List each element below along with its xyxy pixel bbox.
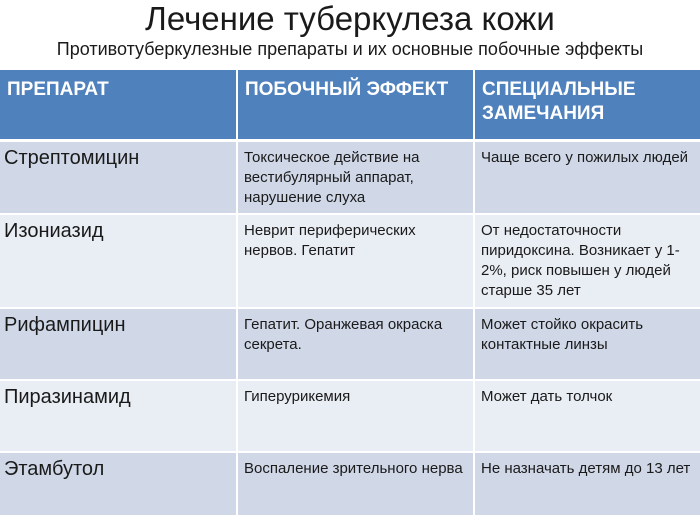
drug-name: Стрептомицин: [0, 140, 237, 214]
header-drug: ПРЕПАРАТ: [0, 70, 237, 140]
header-side-effect: ПОБОЧНЫЙ ЭФФЕКТ: [237, 70, 474, 140]
table-row: [0, 140, 700, 214]
remarks-cell: Может дать толчок: [474, 380, 700, 452]
table-header-row: [0, 70, 700, 140]
drugs-table: [0, 70, 700, 516]
page-title: Лечение туберкулеза кожи: [145, 0, 555, 37]
table-row: [0, 452, 700, 516]
remarks-cell: От недостаточности пиридоксина. Возникает у 1-2%, риск повышен у людей старше 35 лет: [474, 214, 700, 308]
side-effect-cell: Гепатит. Оранжевая окраска секрета.: [237, 308, 474, 380]
drug-name: Пиразинамид: [0, 380, 237, 452]
side-effect-cell: Неврит периферических нервов. Гепатит: [237, 214, 474, 308]
table-row: [0, 308, 700, 380]
table-row: [0, 214, 700, 308]
remarks-cell: Чаще всего у пожилых людей: [474, 140, 700, 214]
drug-name: Этамбутол: [0, 452, 237, 516]
header-remarks: СПЕЦИАЛЬНЫЕ ЗАМЕЧАНИЯ: [474, 70, 700, 140]
drug-name: Изониазид: [0, 214, 237, 308]
side-effect-cell: Воспаление зрительного нерва: [237, 452, 474, 516]
drug-name: Рифампицин: [0, 308, 237, 380]
side-effect-cell: Токсическое действие на вестибулярный аппарат, нарушение слуха: [237, 140, 474, 214]
side-effect-cell: Гиперурикемия: [237, 380, 474, 452]
page-subtitle: Противотуберкулезные препараты и их основные побочные эффекты: [56, 39, 644, 59]
table-row: [0, 380, 700, 452]
remarks-cell: Не назначать детям до 13 лет: [474, 452, 700, 516]
remarks-cell: Может стойко окрасить контактные линзы: [474, 308, 700, 380]
